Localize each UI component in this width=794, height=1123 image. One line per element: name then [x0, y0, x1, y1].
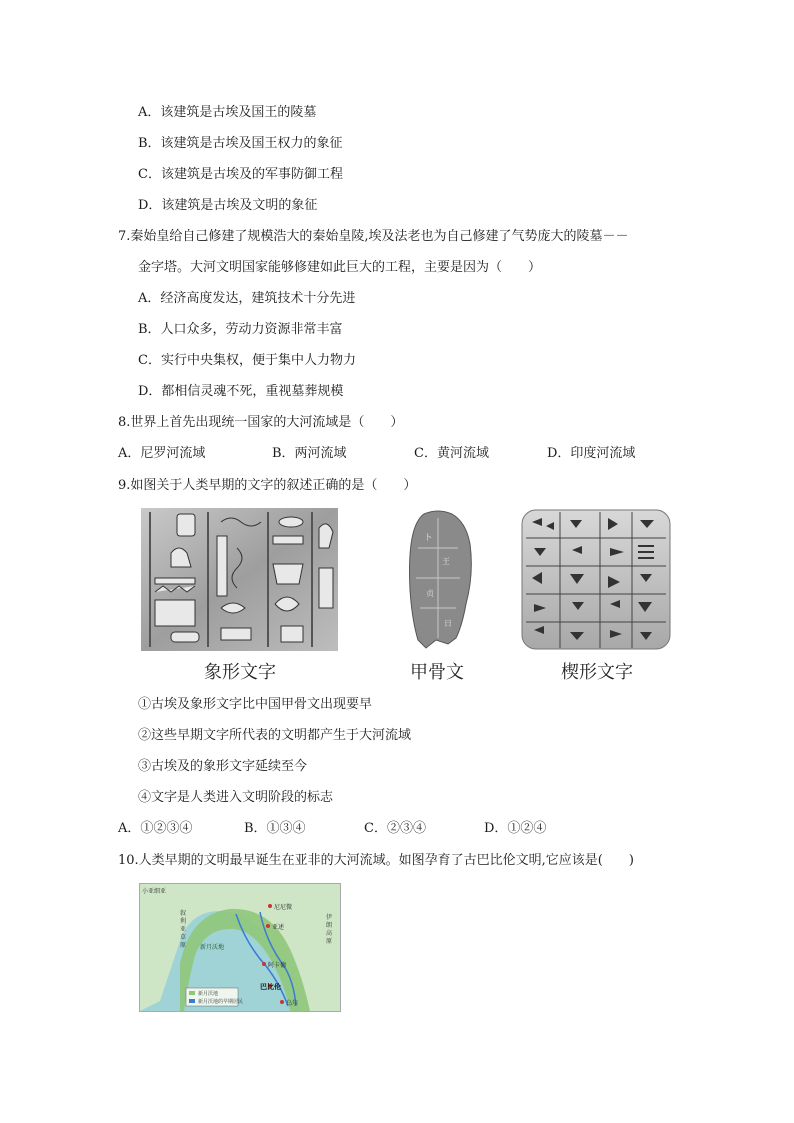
- q9-statement-1: ①古埃及象形文字比中国甲骨文出现要早: [138, 697, 373, 712]
- q7-option-a: A．经济高度发达，建筑技术十分先进: [138, 291, 356, 306]
- q8-options-row: [0, 445, 794, 463]
- q7-stem-line2: 金字塔。大河文明国家能够修建如此巨大的工程，主要是因为（ ）: [138, 260, 542, 275]
- q6-option-c: C．该建筑是古埃及的军事防御工程: [138, 167, 343, 182]
- cuneiform-image: [520, 508, 672, 651]
- q9-option-c: C．②③④: [364, 821, 426, 836]
- caption-hieroglyph: 象形文字: [204, 662, 276, 683]
- svg-text:日: 日: [444, 619, 452, 628]
- caption-oracle-bone: 甲骨文: [410, 662, 464, 683]
- svg-text:卜: 卜: [424, 533, 432, 542]
- svg-text:贞: 贞: [426, 589, 434, 598]
- map-label-fertile-crescent: 新月沃地: [200, 944, 225, 951]
- oracle-bone-image: [398, 508, 476, 651]
- q7-option-c: C．实行中央集权，便于集中人力物力: [138, 353, 356, 368]
- map-label-asia-minor: 小亚细亚: [142, 888, 167, 895]
- svg-text:王: 王: [442, 557, 450, 566]
- q9-option-a: A．①②③④: [118, 821, 193, 836]
- map-label-akkad: 阿卡德: [268, 962, 287, 969]
- q7-option-d: D．都相信灵魂不死，重视墓葬规模: [138, 384, 344, 399]
- map-label-nineveh: 尼尼微: [274, 904, 293, 911]
- q9-statement-4: ④文字是人类进入文明阶段的标志: [138, 790, 334, 805]
- q6-option-a: A．该建筑是古埃及国王的陵墓: [138, 105, 317, 120]
- q8-option-b: B．两河流域: [272, 446, 347, 461]
- q8-stem: 8.世界上首先出现统一国家的大河流域是（ ）: [118, 415, 404, 430]
- q7-option-b: B．人口众多，劳动力资源非常丰富: [138, 322, 343, 337]
- q9-options-row: [0, 820, 794, 838]
- hieroglyph-image: [141, 508, 338, 651]
- map-label-assyria: 亚述: [272, 924, 285, 931]
- q9-stem: 9.如图关于人类早期的文字的叙述正确的是（ ）: [118, 478, 417, 493]
- map-legend-item-1: 新月沃地: [198, 991, 219, 997]
- map-legend-item-2: 新月沃地的早期居民: [198, 999, 244, 1005]
- caption-cuneiform: 楔形文字: [561, 662, 633, 683]
- q8-option-a: A．尼罗河流域: [118, 446, 206, 461]
- q10-stem: 10.人类早期的文明最早诞生在亚非的大河流域。如图孕育了古巴比伦文明,它应该是( ): [118, 853, 634, 868]
- q8-option-c: C．黄河流域: [414, 446, 489, 461]
- q9-statement-3: ③古埃及的象形文字延续至今: [138, 759, 308, 774]
- q7-stem-line1: 7.秦始皇给自己修建了规模浩大的秦始皇陵,埃及法老也为自己修建了气势庞大的陵墓－－: [118, 229, 629, 244]
- q6-option-b: B．该建筑是古埃及国王权力的象征: [138, 136, 343, 151]
- q6-option-d: D．该建筑是古埃及文明的象征: [138, 198, 318, 213]
- q9-statement-2: ②这些早期文字所代表的文明都产生于大河流域: [138, 728, 412, 743]
- q9-option-d: D．①②④: [484, 821, 547, 836]
- map-label-iranian-plateau: 伊朗高原: [326, 914, 333, 945]
- map-label-babylon: 巴比伦: [260, 983, 281, 991]
- fertile-crescent-map: [139, 883, 341, 1012]
- map-label-ur: 乌尔: [286, 1000, 299, 1007]
- map-label-syrian-steppe: 叙利亚草原: [180, 910, 187, 949]
- q9-option-b: B．①③④: [244, 821, 306, 836]
- q8-option-d: D．印度河流域: [547, 446, 636, 461]
